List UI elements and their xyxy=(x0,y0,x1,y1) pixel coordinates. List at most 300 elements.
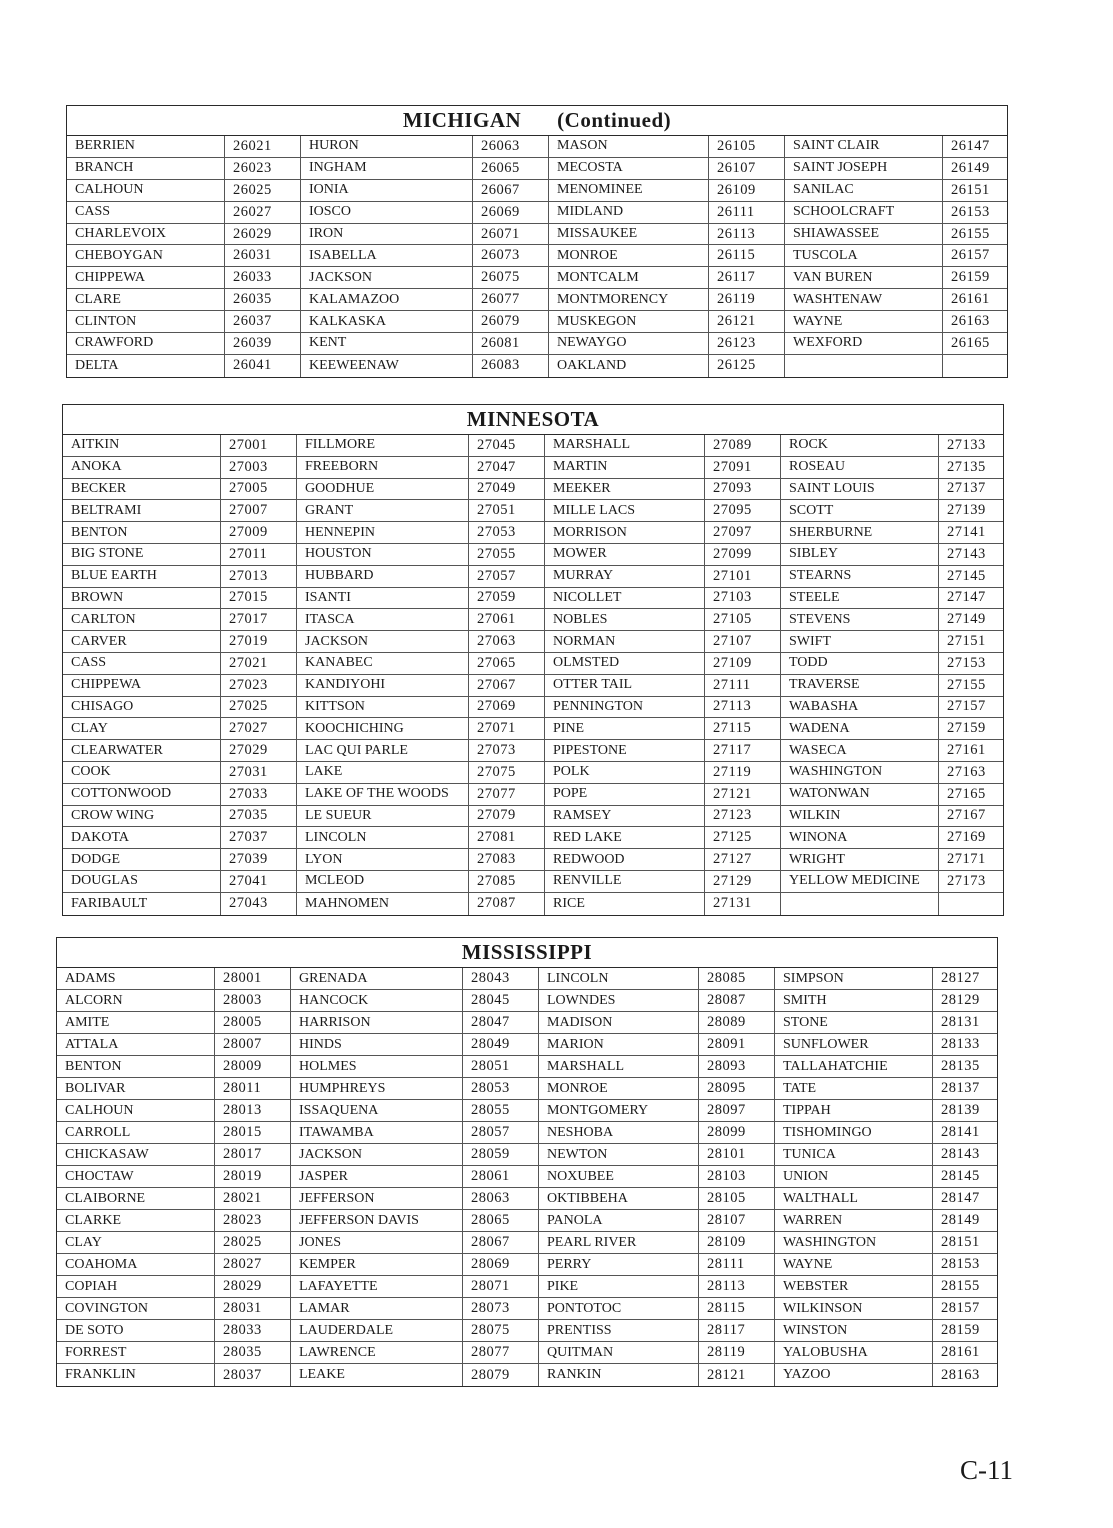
county-fips-code: 26115 xyxy=(709,245,785,267)
county-fips-code: 26023 xyxy=(225,158,301,180)
county-fips-code: 28095 xyxy=(699,1078,775,1100)
county-fips-code: 26113 xyxy=(709,224,785,246)
county-name: MADISON xyxy=(539,1012,699,1034)
county-name: CLAY xyxy=(63,718,221,740)
county-fips-code: 28065 xyxy=(463,1210,539,1232)
county-fips-code: 27167 xyxy=(939,806,1003,828)
county-grid xyxy=(57,968,997,1386)
county-fips-code: 27097 xyxy=(705,522,781,544)
county-name: KALAMAZOO xyxy=(301,289,473,311)
county-name: COOK xyxy=(63,762,221,784)
county-fips-code: 28155 xyxy=(933,1276,997,1298)
county-fips-code: 27043 xyxy=(221,893,297,915)
county-fips-code: 28129 xyxy=(933,990,997,1012)
county-fips-code: 27125 xyxy=(705,827,781,849)
county-name: OAKLAND xyxy=(549,355,709,377)
county-fips-code: 27099 xyxy=(705,544,781,566)
county-fips-code: 27087 xyxy=(469,893,545,915)
county-name: TUSCOLA xyxy=(785,245,943,267)
county-fips-code: 27023 xyxy=(221,675,297,697)
county-name: BOLIVAR xyxy=(57,1078,215,1100)
county-fips-code: 27089 xyxy=(705,435,781,457)
county-name: DAKOTA xyxy=(63,827,221,849)
county-fips-code: 28001 xyxy=(215,968,291,990)
county-name: BRANCH xyxy=(67,158,225,180)
county-fips-code: 27161 xyxy=(939,740,1003,762)
county-name: JASPER xyxy=(291,1166,463,1188)
county-fips-code: 28045 xyxy=(463,990,539,1012)
county-fips-code: 28161 xyxy=(933,1342,997,1364)
county-name: WINONA xyxy=(781,827,939,849)
county-name: WILKINSON xyxy=(775,1298,933,1320)
county-fips-code: 27083 xyxy=(469,849,545,871)
county-name: STEELE xyxy=(781,588,939,610)
county-fips-code: 27063 xyxy=(469,631,545,653)
county-name: RICE xyxy=(545,893,705,915)
county-fips-code: 27025 xyxy=(221,697,297,719)
county-fips-code: 26075 xyxy=(473,267,549,289)
county-name: INGHAM xyxy=(301,158,473,180)
county-fips-code: 27163 xyxy=(939,762,1003,784)
county-name: SAINT LOUIS xyxy=(781,479,939,501)
county-fips-code: 27049 xyxy=(469,479,545,501)
county-fips-code: 28143 xyxy=(933,1144,997,1166)
county-name: CASS xyxy=(63,653,221,675)
county-name: WASECA xyxy=(781,740,939,762)
county-fips-code: 28047 xyxy=(463,1012,539,1034)
county-fips-code: 28111 xyxy=(699,1254,775,1276)
county-fips-code: 27165 xyxy=(939,784,1003,806)
county-name: IRON xyxy=(301,224,473,246)
county-fips-code: 27079 xyxy=(469,806,545,828)
county-fips-code: 27155 xyxy=(939,675,1003,697)
county-fips-code: 26077 xyxy=(473,289,549,311)
county-name: MOWER xyxy=(545,544,705,566)
county-fips-code: 27033 xyxy=(221,784,297,806)
county-name: NORMAN xyxy=(545,631,705,653)
county-name: ITAWAMBA xyxy=(291,1122,463,1144)
county-fips-code: 27159 xyxy=(939,718,1003,740)
county-name: PRENTISS xyxy=(539,1320,699,1342)
county-name: QUITMAN xyxy=(539,1342,699,1364)
county-name: FILLMORE xyxy=(297,435,469,457)
county-fips-code: 28031 xyxy=(215,1298,291,1320)
county-name: OKTIBBEHA xyxy=(539,1188,699,1210)
county-name: FORREST xyxy=(57,1342,215,1364)
county-fips-code: 26121 xyxy=(709,311,785,333)
county-fips-code: 27073 xyxy=(469,740,545,762)
county-name: LAFAYETTE xyxy=(291,1276,463,1298)
county-name: CLAY xyxy=(57,1232,215,1254)
page-number: C-11 xyxy=(960,1455,1013,1485)
county-name: WEBSTER xyxy=(775,1276,933,1298)
county-fips-code: 28057 xyxy=(463,1122,539,1144)
county-name: SIBLEY xyxy=(781,544,939,566)
county-fips-code: 26071 xyxy=(473,224,549,246)
county-fips-code: 28053 xyxy=(463,1078,539,1100)
county-fips-code: 28133 xyxy=(933,1034,997,1056)
county-fips-code: 28009 xyxy=(215,1056,291,1078)
county-name: SCHOOLCRAFT xyxy=(785,202,943,224)
county-name: TATE xyxy=(775,1078,933,1100)
county-name: CHICKASAW xyxy=(57,1144,215,1166)
county-fips-code: 27029 xyxy=(221,740,297,762)
county-fips-code: 28073 xyxy=(463,1298,539,1320)
county-name: MENOMINEE xyxy=(549,180,709,202)
county-fips-code: 27121 xyxy=(705,784,781,806)
county-name: WILKIN xyxy=(781,806,939,828)
county-name: DE SOTO xyxy=(57,1320,215,1342)
county-name: CHIPPEWA xyxy=(67,267,225,289)
county-name: PANOLA xyxy=(539,1210,699,1232)
county-name: SAINT JOSEPH xyxy=(785,158,943,180)
county-fips-code: 28127 xyxy=(933,968,997,990)
county-name: FARIBAULT xyxy=(63,893,221,915)
county-fips-code: 26079 xyxy=(473,311,549,333)
county-name: VAN BUREN xyxy=(785,267,943,289)
county-name: NOXUBEE xyxy=(539,1166,699,1188)
county-fips-code: 27147 xyxy=(939,588,1003,610)
county-fips-code: 26021 xyxy=(225,136,301,158)
county-fips-code: 28067 xyxy=(463,1232,539,1254)
county-name: LE SUEUR xyxy=(297,806,469,828)
county-name: RENVILLE xyxy=(545,871,705,893)
county-name: NICOLLET xyxy=(545,588,705,610)
county-fips-code: 27157 xyxy=(939,697,1003,719)
county-name: BENTON xyxy=(57,1056,215,1078)
county-fips-code: 26157 xyxy=(943,245,1007,267)
county-fips-code: 26031 xyxy=(225,245,301,267)
county-fips-code: 27057 xyxy=(469,566,545,588)
county-name: KITTSON xyxy=(297,697,469,719)
county-fips-code: 28135 xyxy=(933,1056,997,1078)
county-fips-code: 28107 xyxy=(699,1210,775,1232)
county-fips-code: 26029 xyxy=(225,224,301,246)
county-fips-code: 26073 xyxy=(473,245,549,267)
county-fips-code: 27069 xyxy=(469,697,545,719)
county-fips-code: 27117 xyxy=(705,740,781,762)
county-name: CLARE xyxy=(67,289,225,311)
county-name: CHOCTAW xyxy=(57,1166,215,1188)
county-name: STEARNS xyxy=(781,566,939,588)
county-name: COAHOMA xyxy=(57,1254,215,1276)
county-fips-code: 28037 xyxy=(215,1364,291,1386)
county-fips-code: 28017 xyxy=(215,1144,291,1166)
michigan-table xyxy=(66,105,1008,378)
county-fips-code: 27031 xyxy=(221,762,297,784)
state-title: MISSISSIPPI xyxy=(461,940,593,964)
county-name: MCLEOD xyxy=(297,871,469,893)
county-fips-code: 28061 xyxy=(463,1166,539,1188)
county-name: WADENA xyxy=(781,718,939,740)
county-fips-code: 26105 xyxy=(709,136,785,158)
county-name: CLEARWATER xyxy=(63,740,221,762)
county-name: HENNEPIN xyxy=(297,522,469,544)
county-fips-code: 27039 xyxy=(221,849,297,871)
county-name: WINSTON xyxy=(775,1320,933,1342)
county-name: YALOBUSHA xyxy=(775,1342,933,1364)
county-fips-code: 27151 xyxy=(939,631,1003,653)
county-name: MAHNOMEN xyxy=(297,893,469,915)
county-fips-code: 28003 xyxy=(215,990,291,1012)
county-fips-code: 28157 xyxy=(933,1298,997,1320)
county-fips-code: 27149 xyxy=(939,609,1003,631)
county-name xyxy=(785,355,943,377)
county-name: BIG STONE xyxy=(63,544,221,566)
county-fips-code: 27003 xyxy=(221,457,297,479)
county-name: YELLOW MEDICINE xyxy=(781,871,939,893)
county-fips-code: 27129 xyxy=(705,871,781,893)
county-name: KEEWEENAW xyxy=(301,355,473,377)
county-name: SWIFT xyxy=(781,631,939,653)
county-name: WASHINGTON xyxy=(781,762,939,784)
county-fips-code: 28079 xyxy=(463,1364,539,1386)
county-fips-code: 28035 xyxy=(215,1342,291,1364)
county-grid xyxy=(63,435,1003,915)
county-name: DELTA xyxy=(67,355,225,377)
county-name: MARSHALL xyxy=(545,435,705,457)
county-fips-code: 27071 xyxy=(469,718,545,740)
county-name: TISHOMINGO xyxy=(775,1122,933,1144)
county-fips-code: 26147 xyxy=(943,136,1007,158)
county-fips-code: 27133 xyxy=(939,435,1003,457)
state-subtitle: (Continued) xyxy=(557,108,672,132)
county-name: LINCOLN xyxy=(539,968,699,990)
county-fips-code: 27131 xyxy=(705,893,781,915)
county-name: TIPPAH xyxy=(775,1100,933,1122)
county-fips-code: 28147 xyxy=(933,1188,997,1210)
county-fips-code: 26165 xyxy=(943,333,1007,355)
county-fips-code: 27153 xyxy=(939,653,1003,675)
county-name: MILLE LACS xyxy=(545,500,705,522)
county-fips-code: 28021 xyxy=(215,1188,291,1210)
county-fips-code: 28153 xyxy=(933,1254,997,1276)
county-name: LOWNDES xyxy=(539,990,699,1012)
county-fips-code: 26161 xyxy=(943,289,1007,311)
county-fips-code: 26153 xyxy=(943,202,1007,224)
county-name: CLAIBORNE xyxy=(57,1188,215,1210)
county-name: WEXFORD xyxy=(785,333,943,355)
county-name: MARTIN xyxy=(545,457,705,479)
county-name: MONROE xyxy=(539,1078,699,1100)
county-name: MORRISON xyxy=(545,522,705,544)
county-name: BENTON xyxy=(63,522,221,544)
county-name: MURRAY xyxy=(545,566,705,588)
county-fips-code: 28029 xyxy=(215,1276,291,1298)
county-fips-code: 28085 xyxy=(699,968,775,990)
county-name: TALLAHATCHIE xyxy=(775,1056,933,1078)
county-fips-code: 26125 xyxy=(709,355,785,377)
county-name: CALHOUN xyxy=(57,1100,215,1122)
county-name: LAWRENCE xyxy=(291,1342,463,1364)
county-fips-code: 27135 xyxy=(939,457,1003,479)
county-fips-code: 28097 xyxy=(699,1100,775,1122)
county-name: RED LAKE xyxy=(545,827,705,849)
county-name: MONROE xyxy=(549,245,709,267)
county-fips-code: 28113 xyxy=(699,1276,775,1298)
county-name: MONTCALM xyxy=(549,267,709,289)
county-fips-code: 28093 xyxy=(699,1056,775,1078)
county-fips-code: 27141 xyxy=(939,522,1003,544)
county-fips-code: 28121 xyxy=(699,1364,775,1386)
county-name: IOSCO xyxy=(301,202,473,224)
county-name: STEVENS xyxy=(781,609,939,631)
county-name: GOODHUE xyxy=(297,479,469,501)
county-name: PIKE xyxy=(539,1276,699,1298)
county-fips-code: 28109 xyxy=(699,1232,775,1254)
county-name: KENT xyxy=(301,333,473,355)
county-fips-code: 26033 xyxy=(225,267,301,289)
county-fips-code: 28087 xyxy=(699,990,775,1012)
county-name: HUBBARD xyxy=(297,566,469,588)
county-fips-code: 26067 xyxy=(473,180,549,202)
county-fips-code: 26039 xyxy=(225,333,301,355)
county-fips-code: 28101 xyxy=(699,1144,775,1166)
county-name: ISABELLA xyxy=(301,245,473,267)
county-fips-code: 26159 xyxy=(943,267,1007,289)
county-name: FREEBORN xyxy=(297,457,469,479)
county-name: ISANTI xyxy=(297,588,469,610)
county-fips-code: 28137 xyxy=(933,1078,997,1100)
county-fips-code: 26151 xyxy=(943,180,1007,202)
county-fips-code: 27111 xyxy=(705,675,781,697)
county-name: DOUGLAS xyxy=(63,871,221,893)
county-name: MEEKER xyxy=(545,479,705,501)
county-name: LAUDERDALE xyxy=(291,1320,463,1342)
county-fips-code: 27005 xyxy=(221,479,297,501)
county-name: BERRIEN xyxy=(67,136,225,158)
county-name: NOBLES xyxy=(545,609,705,631)
county-fips-code: 27103 xyxy=(705,588,781,610)
county-fips-code: 28015 xyxy=(215,1122,291,1144)
county-fips-code: 27123 xyxy=(705,806,781,828)
county-name: CARROLL xyxy=(57,1122,215,1144)
county-name: MASON xyxy=(549,136,709,158)
county-name: FRANKLIN xyxy=(57,1364,215,1386)
county-name: CLARKE xyxy=(57,1210,215,1232)
county-name: BELTRAMI xyxy=(63,500,221,522)
county-name: TODD xyxy=(781,653,939,675)
county-fips-code: 28163 xyxy=(941,1366,980,1383)
county-fips-code: 28049 xyxy=(463,1034,539,1056)
county-name: BECKER xyxy=(63,479,221,501)
county-fips-code: 27051 xyxy=(469,500,545,522)
county-fips-code: 26109 xyxy=(709,180,785,202)
county-name: STONE xyxy=(775,1012,933,1034)
county-fips-code: 28141 xyxy=(933,1122,997,1144)
county-fips-code: 26149 xyxy=(943,158,1007,180)
county-name: SHERBURNE xyxy=(781,522,939,544)
county-fips-code: 27093 xyxy=(705,479,781,501)
county-fips-code: 27139 xyxy=(939,500,1003,522)
county-fips-code: 28159 xyxy=(933,1320,997,1342)
county-fips-code: 26163 xyxy=(943,311,1007,333)
county-name: OLMSTED xyxy=(545,653,705,675)
county-name: ALCORN xyxy=(57,990,215,1012)
county-fips-code: 26063 xyxy=(473,136,549,158)
county-fips-code: 27047 xyxy=(469,457,545,479)
county-fips-code: 28059 xyxy=(463,1144,539,1166)
county-fips-code: 27145 xyxy=(939,566,1003,588)
county-fips-code: 28149 xyxy=(933,1210,997,1232)
county-name: HARRISON xyxy=(291,1012,463,1034)
county-fips-code: 28033 xyxy=(215,1320,291,1342)
county-name: HANCOCK xyxy=(291,990,463,1012)
county-fips-code: 27035 xyxy=(221,806,297,828)
county-name: CHIPPEWA xyxy=(63,675,221,697)
county-fips-code: 27037 xyxy=(221,827,297,849)
county-fips-code: 28077 xyxy=(463,1342,539,1364)
county-name: PENNINGTON xyxy=(545,697,705,719)
county-name: UNION xyxy=(775,1166,933,1188)
county-name: REDWOOD xyxy=(545,849,705,871)
county-fips-code: 27169 xyxy=(939,827,1003,849)
county-name: MONTMORENCY xyxy=(549,289,709,311)
county-name: KOOCHICHING xyxy=(297,718,469,740)
county-fips-code: 27137 xyxy=(939,479,1003,501)
county-fips-code: 28005 xyxy=(215,1012,291,1034)
county-name: NEWAYGO xyxy=(549,333,709,355)
county-fips-code: 27013 xyxy=(221,566,297,588)
county-fips-code: 26069 xyxy=(473,202,549,224)
county-fips-code: 28139 xyxy=(933,1100,997,1122)
county-fips-code: 28023 xyxy=(215,1210,291,1232)
county-name: HUMPHREYS xyxy=(291,1078,463,1100)
county-name: CALHOUN xyxy=(67,180,225,202)
mississippi-table xyxy=(56,937,998,1387)
county-name: DODGE xyxy=(63,849,221,871)
county-fips-code: 27081 xyxy=(469,827,545,849)
county-name: LEAKE xyxy=(291,1364,463,1386)
county-fips-code: 27041 xyxy=(221,871,297,893)
county-name: SHIAWASSEE xyxy=(785,224,943,246)
county-name: WRIGHT xyxy=(781,849,939,871)
county-name: WALTHALL xyxy=(775,1188,933,1210)
county-fips-code: 27085 xyxy=(469,871,545,893)
county-name: LAKE xyxy=(297,762,469,784)
county-name: LAC QUI PARLE xyxy=(297,740,469,762)
county-fips-code: 28027 xyxy=(215,1254,291,1276)
county-name: SANILAC xyxy=(785,180,943,202)
county-name: SCOTT xyxy=(781,500,939,522)
county-name: MECOSTA xyxy=(549,158,709,180)
minnesota-table xyxy=(62,404,1004,916)
county-name: CASS xyxy=(67,202,225,224)
county-name: CHARLEVOIX xyxy=(67,224,225,246)
county-name: COVINGTON xyxy=(57,1298,215,1320)
county-name: ITASCA xyxy=(297,609,469,631)
county-fips-code: 26065 xyxy=(473,158,549,180)
county-name: MIDLAND xyxy=(549,202,709,224)
county-fips-code: 27045 xyxy=(469,435,545,457)
county-name: KANDIYOHI xyxy=(297,675,469,697)
county-name: JACKSON xyxy=(297,631,469,653)
county-fips-code: 28071 xyxy=(463,1276,539,1298)
county-name: POLK xyxy=(545,762,705,784)
county-name: SUNFLOWER xyxy=(775,1034,933,1056)
county-name: HURON xyxy=(301,136,473,158)
county-fips-code: 27059 xyxy=(469,588,545,610)
county-grid xyxy=(67,136,1007,377)
county-name: ADAMS xyxy=(57,968,215,990)
county-fips-code: 27055 xyxy=(469,544,545,566)
county-fips-code xyxy=(943,355,1007,377)
county-name: NESHOBA xyxy=(539,1122,699,1144)
county-fips-code: 27011 xyxy=(221,544,297,566)
county-name: CHISAGO xyxy=(63,697,221,719)
county-name: AITKIN xyxy=(63,435,221,457)
county-fips-code: 27067 xyxy=(469,675,545,697)
